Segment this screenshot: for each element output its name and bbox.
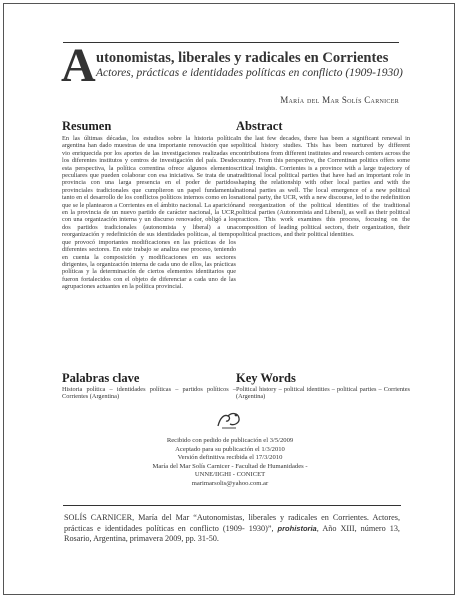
palabras-clave-text: Historia política – identidades políticas – partidos políticos – Corrientes (Argentina)	[62, 386, 236, 401]
final-version-date: Versión definitiva recibida el 17/3/2010	[177, 454, 283, 462]
author-affiliation: María del Mar Solís Carnicer - Facultad de Humanidades -	[152, 462, 308, 470]
resumen-heading: Resumen	[62, 119, 112, 133]
publication-info	[90, 437, 370, 489]
resumen-text: En las últimas décadas, los estudios sobre la historia política argentina han dado muestras de una importante renovación que se vio enriquecida por los aportes de las investigaciones realizadas en los diferentes institutos y centros de investigación del país. Desde esta perspectiva, la política correntina ofrece algunos elementos peculiares que pueden colaborar con esa iniciativa. Se trata de una provincia con una larga presencia en el poder de partidos provinciales tradicionales que cumplieron un papel fundamental tanto en el desarrollo de los conflictos políticos internos como en los que se le plantearon a Corrientes en el ámbito nacional. La aparición en la provincia de un nuevo partido de carácter nacional, la UCR, con una organización interna y un discurso renovador, obligó a los dos partidos tradicionales (autonomista y liberal) a una reorganización y redefinición de sus identidades políticas, al tiempo que provocó importantes modificaciones en las prácticas de los diferentes sectores. En este trabajo se analiza ese proceso, teniendo en cuenta la composición y modificaciones en sus sectores dirigentes, la organización interna de cada uno de ellos, las prácticas políticas y la determinación de ciertos elementos identitarios que fueron fortalecidos con el objeto de diferenciar a cada uno de las agrupaciones actuantes en la política provincial.	[62, 135, 236, 291]
header-rule	[63, 42, 399, 43]
citation	[64, 513, 400, 545]
abstract-section	[236, 120, 410, 239]
title-drop-cap: A	[61, 39, 96, 92]
abstract-heading: Abstract	[236, 119, 283, 133]
key-words-text: Political history – political identities – political parties – Corrientes (Argentina)	[236, 386, 410, 401]
article-subtitle: Actores, prácticas e identidades políticas en conflicto (1909-1930)	[96, 67, 403, 79]
accepted-date: Aceptado para su publicación el 1/3/2010	[175, 445, 285, 453]
author-name: María del Mar Solís Carnicer	[280, 95, 399, 105]
author-email: marimarsolis@yahoo.com.ar	[191, 479, 269, 487]
citation-after: , Año XIII, número 13, Rosario, Argentina, primavera 2009, pp. 31-50.	[64, 523, 400, 544]
citation-before: SOLÍS CARNICER, María del Mar “Autonomistas, liberales y radicales en Corrientes. Actores, prácticas e identidades políticas en conflicto (1909- 1930)”,	[64, 513, 400, 533]
prohistoria-logo-icon	[214, 408, 244, 430]
received-date: Recibido con pedido de publicación el 3/5/2009	[166, 437, 294, 444]
abstract-text: In the last few decades, there has been a significant renewal in political history studies. This has been nurtured by different contributions from different institutes and research centers across the country. From this perspective, the Correntinan politics offers some critical insights. Corrientes is a province with a large trajectory of traditional local political parties that have had an important role in shaping the relationship with other local parties and with the national parties as well. The local emergence of a new political national party, the UCR, with a new discourse, led to the redefinition and reorganization of the political identities of the traditional political parties (Autonomista and Liberal), as well as their political practices. This work examines this process, focusing on the composition of leading political sectors, their organization, their political practices, and their political identities.	[236, 135, 410, 239]
institution: UNNE/IIGHI - CONICET	[194, 471, 266, 479]
palabras-clave-section	[62, 372, 236, 401]
key-words-heading: Key Words	[236, 371, 296, 385]
resumen-section	[62, 120, 236, 291]
article-title: utonomistas, liberales y radicales en Corrientes	[96, 50, 389, 66]
palabras-clave-heading: Palabras clave	[62, 371, 140, 385]
citation-rule	[63, 505, 401, 506]
key-words-section	[236, 372, 410, 401]
citation-journal: prohistoria	[277, 523, 317, 533]
